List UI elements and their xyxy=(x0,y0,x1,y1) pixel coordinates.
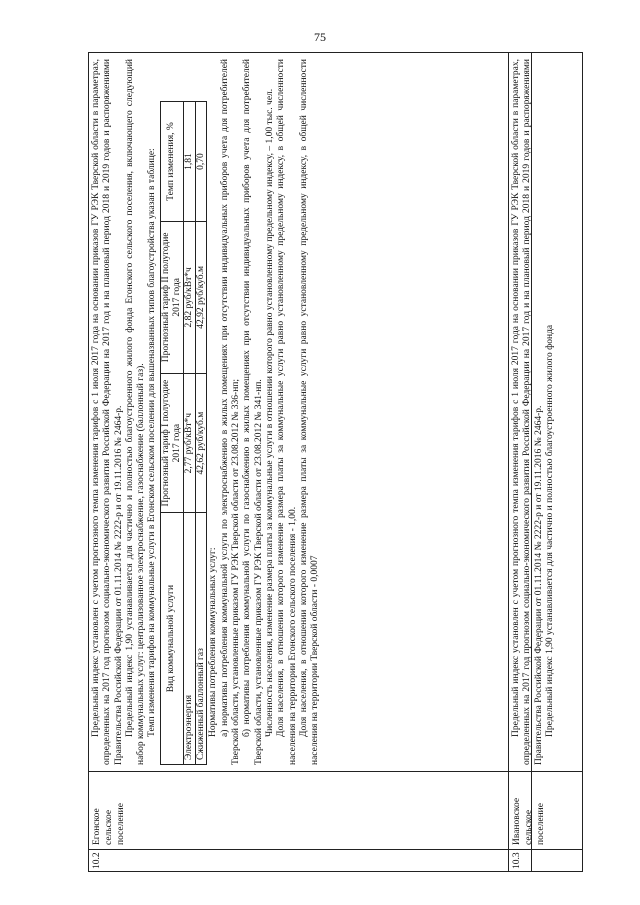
section-text xyxy=(89,53,531,771)
section-row-10-2 xyxy=(88,52,532,872)
page-number: 75 xyxy=(314,30,326,44)
paragraph: Доля населения, в отношении которого изменение размера платы за коммунальные услуги равно установленному предельному индексу, в общей численности населения на территории Тверской области - 0,0007 xyxy=(298,59,321,765)
table-row xyxy=(195,102,207,765)
paragraph: Численность населения, изменение размера платы за коммунальные услуги в отношении которого равно установленному предельному индексу, – 1,00 тыс. чел. xyxy=(264,88,275,737)
paragraph: Предельный индекс 1,90 устанавливается для частично и полностью благоустроенного жилого фонда xyxy=(544,324,555,737)
table-header-row xyxy=(160,102,183,765)
table-cell: Сжиженный баллонный газ xyxy=(195,513,207,765)
table-cell: 42,92 руб/куб.м xyxy=(195,221,207,373)
row-number: 10.2 xyxy=(89,849,531,871)
table-cell: 2,82 руб/кВт*ч xyxy=(183,221,195,373)
paragraph: а) нормативы потребления коммунальной услуги по электроснабжению в жилых помещениях при отсутствии индивидуальных приборов учета для потребителей Тверской области, установленные приказом ГУ РЭК Тверской области от 23.08.2012 № 336-нп; xyxy=(219,59,242,765)
settlement-name: Егонское сельское поселение xyxy=(89,771,531,849)
paragraph: Доля населения, в отношении которого изменение размера платы за коммунальные услуги равно установленному предельному индексу, в общей численности населения на территории Егонского сельского поселения - 1,00. xyxy=(276,59,298,765)
table-header: Прогнозный тариф II полугодие 2017 года xyxy=(160,221,183,373)
paragraph: Предельный индекс 1,90 устанавливается для частично и полностью благоустроенного жилого фонда Егонского сельского поселения, включающего следующий набор коммунальных услуг: централизованное электроснабжение, газоснабжение (баллонный газ). xyxy=(124,59,147,765)
tariff-table xyxy=(160,101,208,765)
table-header: Прогнозный тариф I полугодие 2017 года xyxy=(160,374,183,513)
paragraph: Темп изменения тарифов на коммунальные услуги в Егонском сельском поселении для вышеназванных типов благоустройства указан в таблице: xyxy=(147,148,158,737)
table-cell: 1,81 xyxy=(183,102,195,221)
paragraph: Предельный индекс установлен с учетом прогнозного темпа изменения тарифов с 1 июля 2017 года на основании приказов ГУ РЭК Тверской области в параметрах, определенных на 2017 год прогнозом социально-экономического развития Российской Федерации на 2017 год и на плановый период 2018 и 2019 годов и распоряжениями Правительства Российской Федерации от 01.11.2014 № 2222-р и от 19.11.2016 № 2464-р. xyxy=(91,59,124,765)
paragraph: Предельный индекс установлен с учетом прогнозного темпа изменения тарифов с 1 июля 2017 года на основании приказов ГУ РЭК Тверской области в параметрах, определенных на 2017 год прогнозом социально-экономического развития Российской Федерации на 2017 год и на плановый период 2018 и 2019 годов и распоряжениями Правительства Российской Федерации от 01.11.2014 № 2222-р и от 19.11.2016 № 2464-р. xyxy=(511,59,544,765)
table-cell: 2,77 руб/кВт*ч xyxy=(183,374,195,513)
table-cell: Электроэнергия xyxy=(183,513,195,765)
paragraph: Нормативы потребления коммунальных услуг: xyxy=(208,547,219,737)
table-cell: 42,62 руб/куб.м xyxy=(195,374,207,513)
table-header: Вид коммунальной услуги xyxy=(160,513,183,765)
table-row xyxy=(183,102,195,765)
table-cell: 0,70 xyxy=(195,102,207,221)
row-number: 10.3 xyxy=(509,849,582,871)
paragraph: б) нормативы потребления коммунальной услуги по газоснабжению в жилых помещениях при отсутствии индивидуальных приборов учета для потребителей Тверской области, установленные приказом ГУ РЭК Тверской области от 23.08.2012 № 341-нп. xyxy=(242,59,264,765)
table-header: Темп изменения, % xyxy=(160,102,183,221)
settlement-name: Ивановское сельское поселение xyxy=(509,771,582,849)
section-row-10-3 xyxy=(508,52,583,872)
section-text xyxy=(509,53,582,771)
